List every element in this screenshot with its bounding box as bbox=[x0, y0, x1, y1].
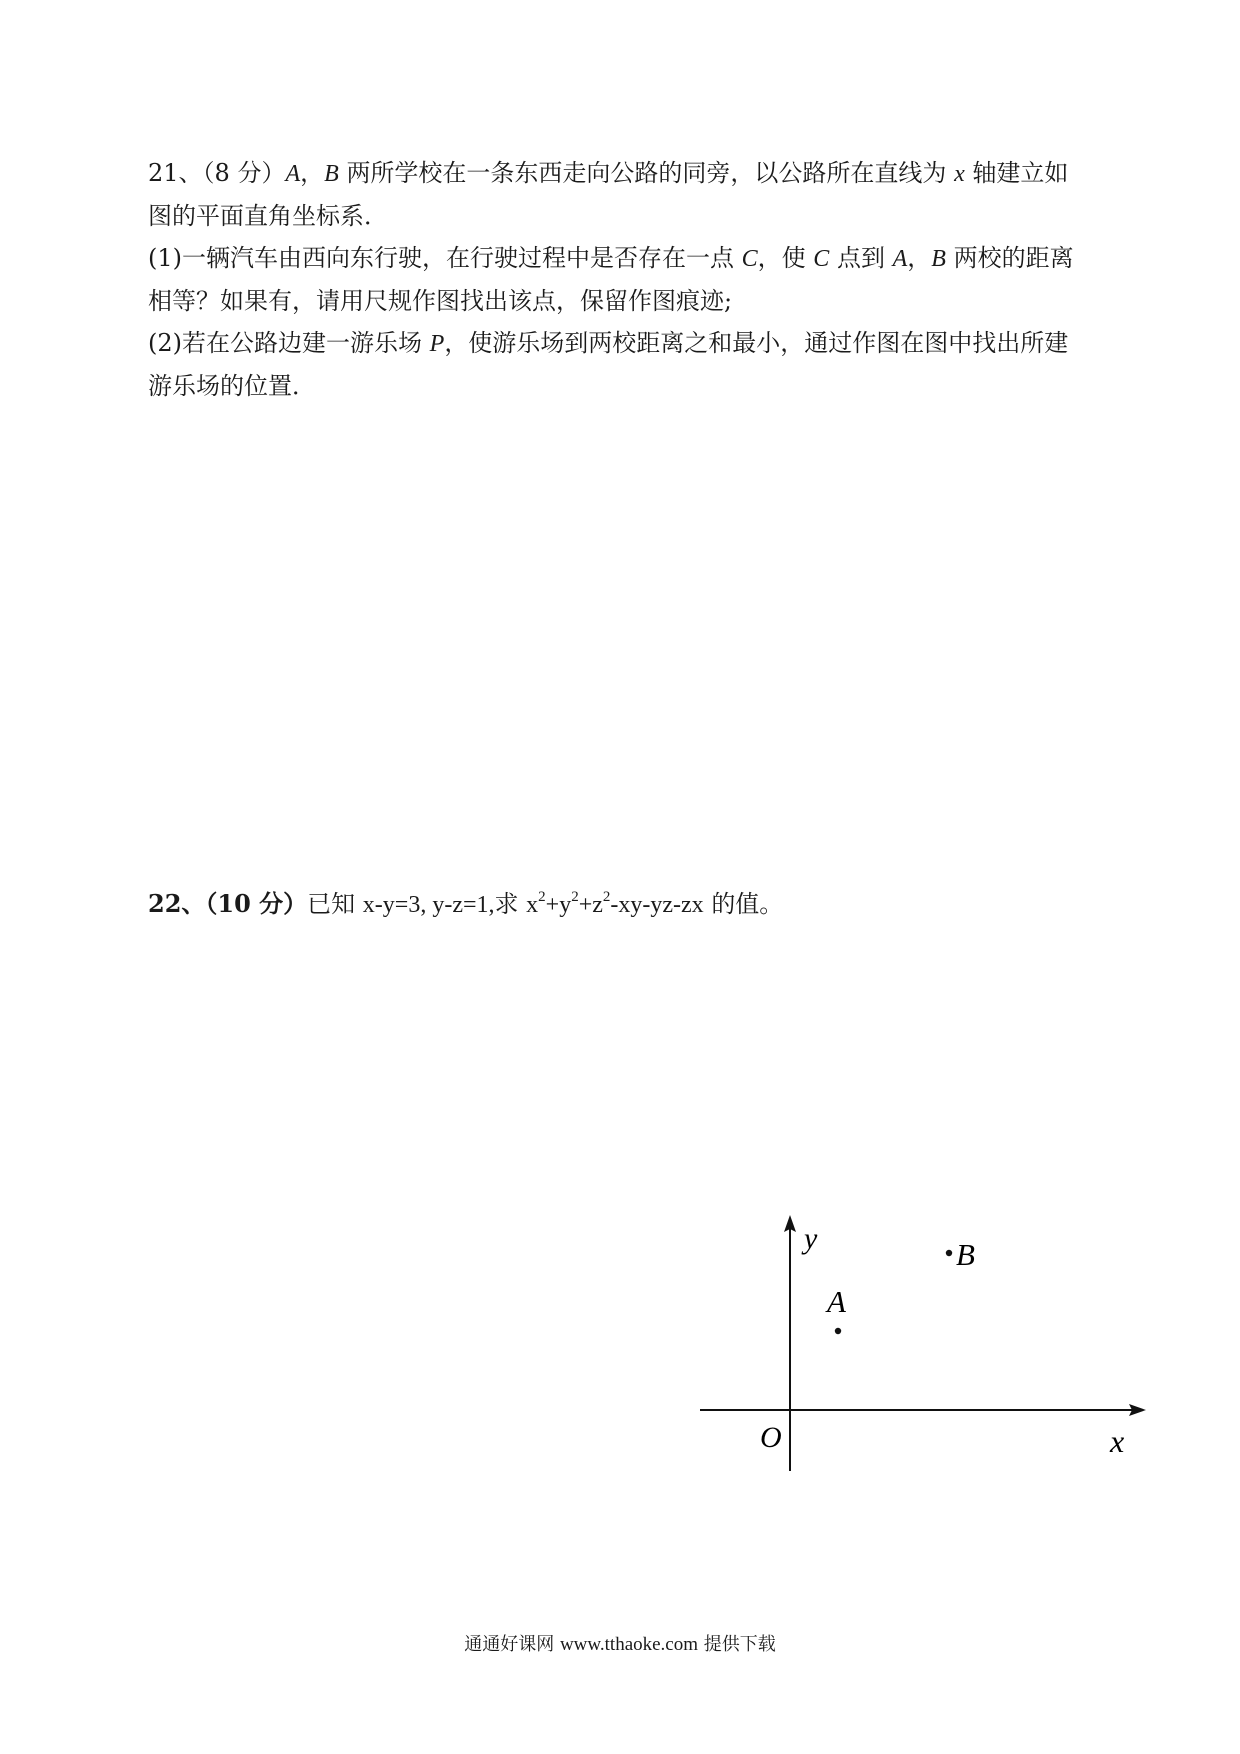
exp: 2 bbox=[571, 889, 579, 905]
q22-head: 22、（10 分） bbox=[148, 889, 308, 918]
footer bbox=[0, 1630, 1240, 1656]
q21-line-6: 游乐场的位置． bbox=[148, 372, 316, 400]
var-c: C bbox=[813, 246, 830, 272]
q21-score: （8 分） bbox=[202, 159, 286, 187]
exp: 2 bbox=[602, 889, 611, 905]
point-b bbox=[946, 1250, 952, 1256]
y-axis-label: y bbox=[804, 1222, 818, 1255]
comma: ， bbox=[907, 244, 932, 272]
footer-tail: 提供下载 bbox=[703, 1634, 776, 1655]
question-21 bbox=[148, 152, 1093, 407]
q21-line-5 bbox=[148, 322, 1093, 365]
expr-y: +y bbox=[545, 892, 572, 918]
q21-intro-2: 轴建立如 bbox=[972, 159, 1069, 187]
var-p: P bbox=[429, 331, 445, 357]
origin-label: O bbox=[760, 1421, 782, 1454]
q21-part2-a: (2)若在公路边建一游乐场 bbox=[148, 329, 422, 357]
expr-rest: -xy-yz-zx bbox=[610, 892, 704, 918]
q21-line-1 bbox=[148, 152, 1093, 195]
expr-z: +z bbox=[578, 892, 603, 918]
q22-text-c: 的值。 bbox=[711, 890, 784, 918]
q22-text-b: 求 bbox=[494, 890, 519, 918]
q21-part1-c: 点到 bbox=[836, 244, 885, 272]
q21-part1-d: 两校的距离 bbox=[953, 244, 1074, 272]
q21-line-2: 图的平面直角坐标系． bbox=[148, 202, 388, 230]
q21-intro: 两所学校在一条东西走向公路的同旁，以公路所在直线为 bbox=[346, 159, 947, 187]
var-a: A bbox=[285, 161, 301, 187]
var-c: C bbox=[741, 246, 758, 272]
q22-text-a: 已知 bbox=[307, 890, 356, 918]
var-b: B bbox=[931, 246, 946, 272]
q21-part1-b: ，使 bbox=[757, 244, 806, 272]
q21-part2-b: ，使游乐场到两校距离之和最小，通过作图在图中找出所建 bbox=[444, 329, 1069, 357]
var-b: B bbox=[324, 161, 339, 187]
q21-number: 21、 bbox=[148, 159, 203, 187]
question-22 bbox=[148, 888, 783, 921]
q21-line-3 bbox=[148, 237, 1093, 280]
var-x: x bbox=[954, 161, 965, 187]
comma: ， bbox=[300, 159, 325, 187]
point-a bbox=[835, 1328, 841, 1334]
point-a-label: A bbox=[827, 1284, 846, 1319]
coordinate-figure bbox=[700, 1215, 1150, 1505]
footer-site: 通通好课网 bbox=[464, 1634, 555, 1655]
q21-part1-a: (1)一辆汽车由西向东行驶，在行驶过程中是否存在一点 bbox=[148, 244, 734, 272]
exp: 2 bbox=[538, 889, 546, 905]
footer-url: www.tthaoke.com bbox=[559, 1634, 699, 1655]
q22-equations: x-y=3, y-z=1, bbox=[362, 892, 495, 918]
expr-x: x bbox=[526, 892, 539, 918]
q22-expression bbox=[526, 889, 704, 918]
var-a: A bbox=[892, 246, 908, 272]
x-axis-label: x bbox=[1110, 1423, 1125, 1459]
q21-line-4: 相等？如果有，请用尺规作图找出该点，保留作图痕迹; bbox=[148, 287, 733, 315]
point-b-label: B bbox=[956, 1237, 975, 1272]
